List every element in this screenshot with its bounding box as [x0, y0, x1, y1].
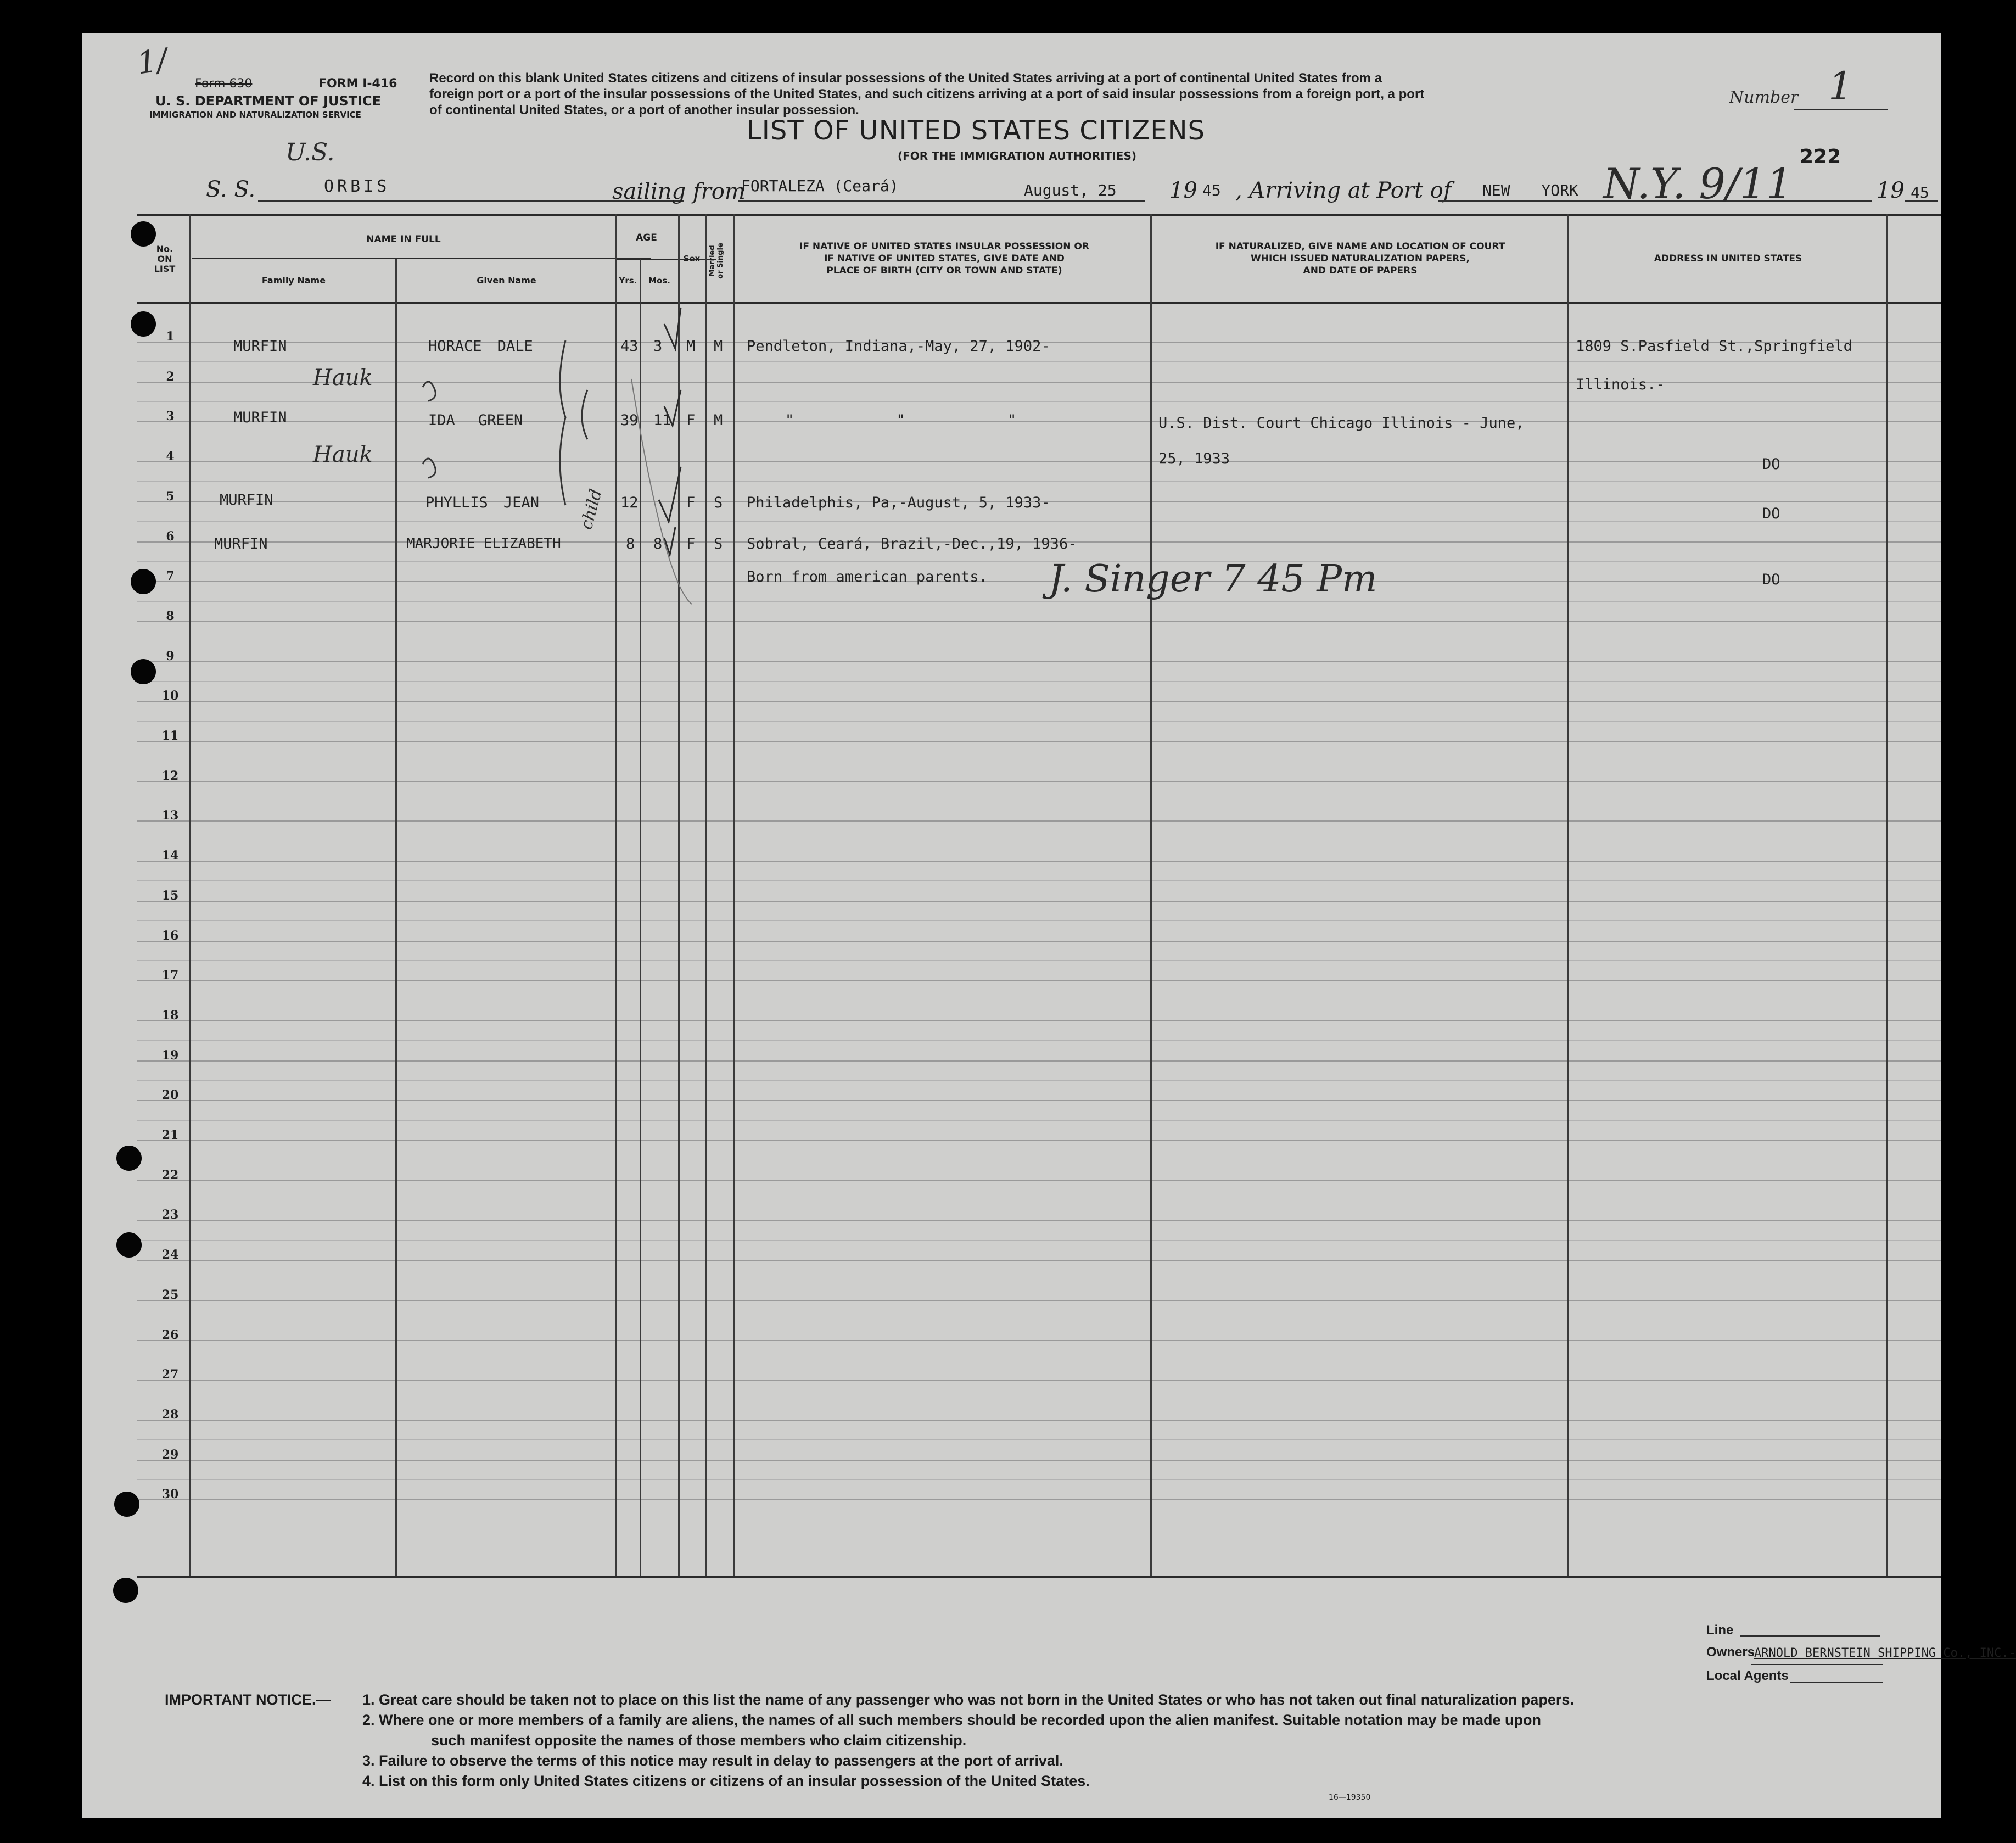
- ruled-subline: [137, 1040, 1941, 1041]
- ruled-line: [137, 1260, 1941, 1261]
- line-label: Line: [1706, 1623, 1734, 1638]
- number-value: 1: [1828, 64, 1853, 109]
- punch-hole: [116, 1146, 142, 1171]
- ruled-subline: [137, 1479, 1941, 1480]
- ruled-line: [137, 1300, 1941, 1301]
- row-number: 1: [166, 329, 175, 344]
- ruled-line: [137, 1499, 1941, 1500]
- row-number: 8: [166, 608, 175, 623]
- row3-birth-ditto: " " ": [785, 412, 1017, 429]
- row3-mos: 11: [653, 412, 671, 429]
- arrival-port: NEW YORK: [1482, 181, 1578, 199]
- row1-family-name: MURFIN: [233, 338, 287, 355]
- row5-handwritten-note: child: [576, 487, 606, 532]
- row4-handwritten-note: Hauk: [313, 442, 373, 467]
- notice-2-cont: such manifest opposite the names of those members who claim citizenship.: [431, 1732, 967, 1749]
- notice-4: 4. List on this form only United States citizens or citizens of an insular possession of the United States.: [362, 1773, 1090, 1789]
- ruled-subline: [137, 721, 1941, 722]
- col-address: ADDRESS IN UNITED STATES: [1654, 253, 1802, 264]
- ss-label: S. S.: [206, 177, 256, 202]
- row-number: 24: [161, 1248, 179, 1263]
- service: IMMIGRATION AND NATURALIZATION SERVICE: [149, 110, 361, 120]
- sailing-from-label: sailing from: [612, 179, 746, 204]
- row5-family-name: MURFIN: [220, 492, 273, 509]
- row4-address: DO: [1762, 456, 1780, 473]
- ruled-line: [137, 901, 1941, 902]
- row7-address: DO: [1762, 571, 1780, 588]
- row1-birth: Pendleton, Indiana,-May, 27, 1902-: [747, 338, 1050, 355]
- col-family-name: Family Name: [261, 275, 326, 286]
- col-married-single: Married or Single: [708, 243, 725, 279]
- row3-sex: F: [686, 412, 696, 429]
- row-number: 25: [161, 1287, 179, 1302]
- corner-mark: 1/: [135, 42, 170, 82]
- row-number: 29: [161, 1447, 179, 1462]
- row6-mos: 8: [653, 535, 663, 552]
- col-birth-info: IF NATIVE OF UNITED STATES INSULAR POSSESSION OR IF NATIVE OF UNITED STATES, GIVE DATE AND PLACE OF BIRTH (CITY OR TOWN AND STATE): [799, 241, 1089, 276]
- punch-hole: [131, 569, 156, 594]
- row6-yrs: 8: [626, 535, 635, 552]
- year-suffix-left: 45: [1202, 181, 1221, 199]
- punch-hole: [131, 659, 156, 684]
- row-number: 9: [166, 649, 175, 663]
- row1-yrs: 43: [620, 338, 639, 355]
- ruled-line: [137, 661, 1941, 662]
- year-suffix-right: 45: [1911, 183, 1929, 202]
- col-age-yrs: Yrs.: [619, 276, 637, 286]
- ruled-line: [137, 781, 1941, 782]
- col-given-name: Given Name: [477, 275, 536, 286]
- punch-hole: [131, 221, 156, 247]
- number-label: Number: [1729, 88, 1799, 107]
- ruled-subline: [137, 880, 1941, 881]
- row-number: 26: [161, 1327, 179, 1342]
- row3-given-name: IDA GREEN: [428, 412, 523, 429]
- ruled-subline: [137, 920, 1941, 921]
- ruled-subline: [137, 1240, 1941, 1241]
- row6-marital: S: [714, 535, 723, 552]
- row-number: 19: [161, 1048, 179, 1063]
- arrival-handwritten: N.Y. 9/11: [1603, 159, 1793, 208]
- row2-handwritten-note: Hauk: [313, 365, 373, 390]
- row3-family-name: MURFIN: [233, 409, 287, 426]
- ruled-line: [137, 1020, 1941, 1021]
- row-number: 23: [161, 1208, 179, 1222]
- row1-address: 1809 S.Pasfield St.,Springfield: [1576, 338, 1852, 355]
- ruled-line: [137, 1140, 1941, 1141]
- row6-birth: Sobral, Ceará, Brazil,-Dec.,19, 1936-: [747, 535, 1077, 552]
- row1-given-name: HORACE DALE: [428, 338, 533, 355]
- notice-heading: IMPORTANT NOTICE.—: [165, 1691, 331, 1708]
- page-subtitle: (FOR THE IMMIGRATION AUTHORITIES): [898, 149, 1137, 163]
- ship-name: ORBIS: [324, 177, 390, 196]
- punch-hole: [131, 311, 156, 337]
- arriving-label: , Arriving at Port of: [1235, 178, 1452, 203]
- punch-hole: [114, 1492, 139, 1517]
- row6-sex: F: [686, 535, 696, 552]
- ruled-line: [137, 861, 1941, 862]
- manifest-sheet: [82, 33, 2016, 1818]
- col-age: AGE: [636, 232, 657, 243]
- ruled-line: [137, 1380, 1941, 1381]
- local-agents-label: Local Agents: [1706, 1668, 1789, 1683]
- col-age-mos: Mos.: [648, 276, 670, 286]
- form-number: FORM I-416: [318, 77, 397, 91]
- page-code: 222: [1800, 146, 1841, 168]
- col-name-in-full: NAME IN FULL: [366, 234, 441, 245]
- ruled-line: [137, 1180, 1941, 1181]
- notice-3: 3. Failure to observe the terms of this notice may result in delay to passengers at the port of arrival.: [362, 1752, 1063, 1769]
- row1-sex: M: [686, 338, 696, 355]
- ruled-line: [137, 741, 1941, 742]
- row5-yrs: 12: [620, 494, 639, 511]
- departure-port: FORTALEZA (Ceará): [741, 177, 899, 195]
- row-number: 2: [166, 369, 175, 384]
- row-number: 14: [161, 848, 179, 863]
- departure-date: August, 25: [1024, 181, 1117, 199]
- row-number: 18: [161, 1008, 179, 1023]
- instruction-text: Record on this blank United States citizens and citizens of insular possessions of the United States arriving at a port of continental United States from a foreign port or a port of the insular possessions of the United States, and such citizens arriving at a port of said insular possessions from a foreign port, a port of continental United States, or a port of another insular possession.: [429, 71, 1425, 118]
- row5-marital: S: [714, 494, 723, 511]
- struck-form-number: Form 630: [195, 77, 253, 91]
- row6-given-name: MARJORIE ELIZABETH: [406, 535, 561, 552]
- ruled-subline: [137, 960, 1941, 961]
- row7-birth: Born from american parents.: [747, 568, 988, 585]
- row-number: 4: [166, 449, 175, 464]
- ruled-line: [137, 1060, 1941, 1062]
- row-number: 15: [161, 888, 179, 903]
- ruled-subline: [137, 1080, 1941, 1081]
- row-number: 27: [161, 1367, 179, 1382]
- row-number: 28: [161, 1407, 179, 1422]
- row-number: 11: [161, 729, 179, 743]
- row-number: 10: [161, 689, 179, 703]
- ruled-line: [137, 980, 1941, 981]
- ss-prefix-handwritten: U.S.: [285, 138, 335, 166]
- ruled-subline: [137, 1120, 1941, 1121]
- ruled-subline: [137, 681, 1941, 682]
- row-number: 13: [161, 808, 179, 823]
- row2-address: Illinois.-: [1576, 376, 1665, 393]
- row5-sex: F: [686, 494, 696, 511]
- row-number: 6: [166, 529, 175, 544]
- ruled-line: [137, 1420, 1941, 1421]
- row3-naturalization: U.S. Dist. Court Chicago Illinois - June,: [1158, 415, 1525, 432]
- ruled-line: [137, 1220, 1941, 1221]
- print-code: 16—19350: [1329, 1793, 1371, 1802]
- punch-hole: [113, 1578, 138, 1603]
- col-sex: Sex: [683, 254, 701, 264]
- row4-naturalization: 25, 1933: [1158, 450, 1230, 467]
- row3-yrs: 39: [620, 412, 639, 429]
- row-number: 16: [161, 928, 179, 943]
- inspector-signature: J. Singer 7 45 Pm: [1049, 557, 1377, 601]
- ruled-subline: [137, 1439, 1941, 1440]
- row-number: 21: [161, 1128, 179, 1142]
- row-number: 12: [161, 768, 179, 783]
- row-number: 30: [161, 1487, 179, 1502]
- col-no-on-list: No. ON LIST: [154, 244, 176, 274]
- notice-1: 1. Great care should be taken not to place on this list the name of any passenger who was not born in the United States or who has not taken out final naturalization papers.: [362, 1691, 1574, 1708]
- year-prefix-left: 19: [1169, 178, 1197, 203]
- ruled-line: [137, 1100, 1941, 1101]
- department: U. S. DEPARTMENT OF JUSTICE: [155, 93, 382, 109]
- ruled-line: [137, 941, 1941, 942]
- punch-hole: [116, 1232, 142, 1258]
- row-number: 5: [166, 489, 175, 504]
- owners-label: Owners: [1706, 1645, 1755, 1660]
- ruled-line: [137, 1340, 1941, 1341]
- ruled-line: [137, 701, 1941, 702]
- page-title: LIST OF UNITED STATES CITIZENS: [747, 115, 1205, 146]
- year-prefix-right: 19: [1877, 178, 1905, 203]
- notice-2: 2. Where one or more members of a family are aliens, the names of all such members should be recorded upon the alien manifest. Suitable notation may be made upon: [362, 1712, 1542, 1728]
- check-marks: [82, 33, 1941, 637]
- row-number: 17: [161, 968, 179, 983]
- owners-value: ARNOLD BERNSTEIN SHIPPING Co., INC.-: [1754, 1646, 2016, 1660]
- row5-given-name: PHYLLIS JEAN: [425, 494, 540, 511]
- row5-address: DO: [1762, 505, 1780, 522]
- ruled-line: [137, 820, 1941, 822]
- row1-mos: 3: [653, 338, 663, 355]
- row5-birth: Philadelphis, Pa,-August, 5, 1933-: [747, 494, 1050, 511]
- col-naturalization: IF NATURALIZED, GIVE NAME AND LOCATION OF COURT WHICH ISSUED NATURALIZATION PAPERS, AND DATE OF PAPERS: [1215, 241, 1505, 276]
- row-number: 7: [166, 569, 175, 584]
- row-number: 22: [161, 1168, 179, 1182]
- row-number: 3: [166, 409, 175, 424]
- row1-marital: M: [714, 338, 723, 355]
- ruled-line: [137, 1460, 1941, 1461]
- row3-marital: M: [714, 412, 723, 429]
- row6-family-name: MURFIN: [214, 535, 268, 552]
- row-number: 20: [161, 1088, 179, 1103]
